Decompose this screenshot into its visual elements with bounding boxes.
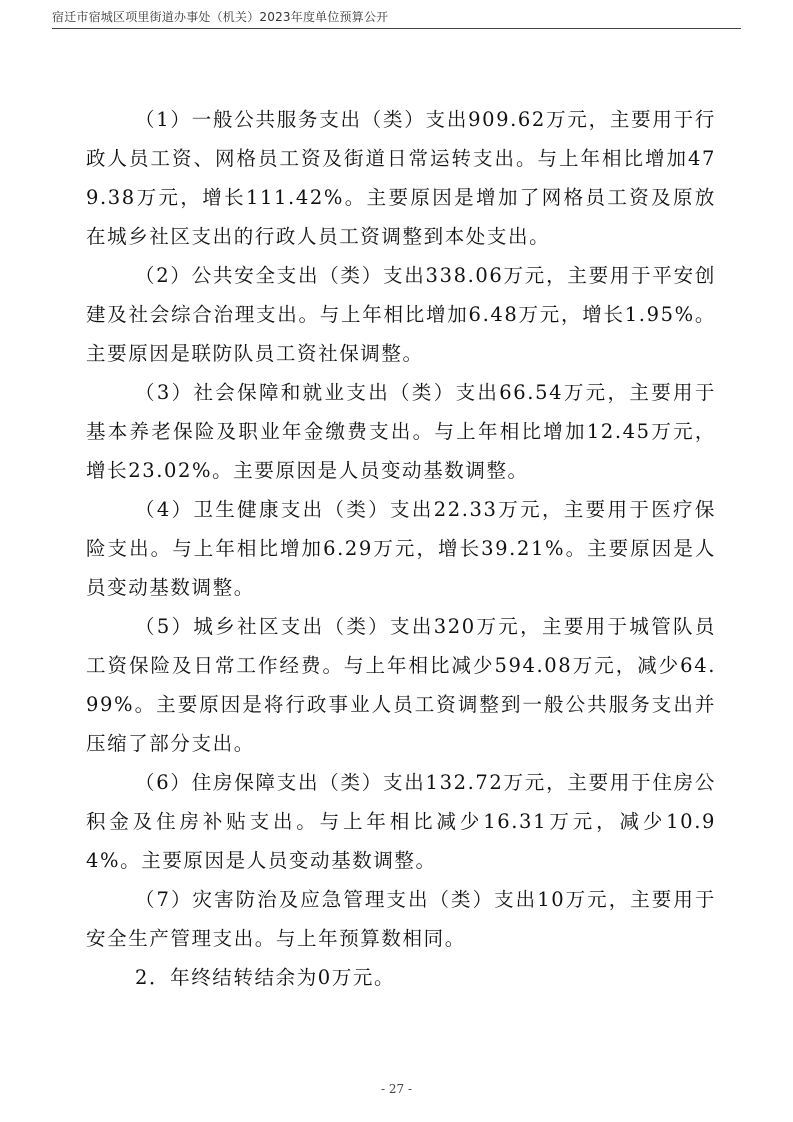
paragraph-year-end-balance: 2．年终结转结余为0万元。 bbox=[135, 966, 396, 989]
paragraph-health: （4）卫生健康支出（类）支出22.33万元，主要用于医疗保险支出。与上年相比增加6.29万元，增长39.21%。主要原因是人员变动基数调整。 bbox=[86, 498, 716, 599]
page-header-title: 宿迁市宿城区项里街道办事处（机关）2023年度单位预算公开 bbox=[52, 10, 389, 24]
paragraph-urban-rural-community: （5）城乡社区支出（类）支出320万元，主要用于城管队员工资保险及日常工作经费。与上年相比减少594.08万元，减少64.99%。主要原因是将行政事业人员工资调整到一般公共服务支出并压缩了部分支出。 bbox=[86, 615, 716, 755]
paragraph-social-security-employment: （3）社会保障和就业支出（类）支出66.54万元，主要用于基本养老保险及职业年金缴费支出。与上年相比增加12.45万元，增长23.02%。主要原因是人员变动基数调整。 bbox=[86, 381, 716, 482]
header-divider bbox=[52, 28, 741, 29]
paragraph-housing-security: （6）住房保障支出（类）支出132.72万元，主要用于住房公积金及住房补贴支出。与上年相比减少16.31万元，减少10.94%。主要原因是人员变动基数调整。 bbox=[86, 771, 716, 872]
paragraph-general-public-services: （1）一般公共服务支出（类）支出909.62万元，主要用于行政人员工资、网格员工资及街道日常运转支出。与上年相比增加479.38万元，增长111.42%。主要原因是增加了网格员工资及原放在城乡社区支出的行政人员工资调整到本处支出。 bbox=[86, 108, 716, 248]
document-body bbox=[86, 100, 716, 997]
paragraph-public-security: （2）公共安全支出（类）支出338.06万元，主要用于平安创建及社会综合治理支出。与上年相比增加6.48万元，增长1.95%。主要原因是联防队员工资社保调整。 bbox=[86, 264, 716, 365]
page-number: - 27 - bbox=[380, 1082, 412, 1096]
paragraph-disaster-prevention: （7）灾害防治及应急管理支出（类）支出10万元，主要用于安全生产管理支出。与上年预算数相同。 bbox=[86, 888, 716, 950]
